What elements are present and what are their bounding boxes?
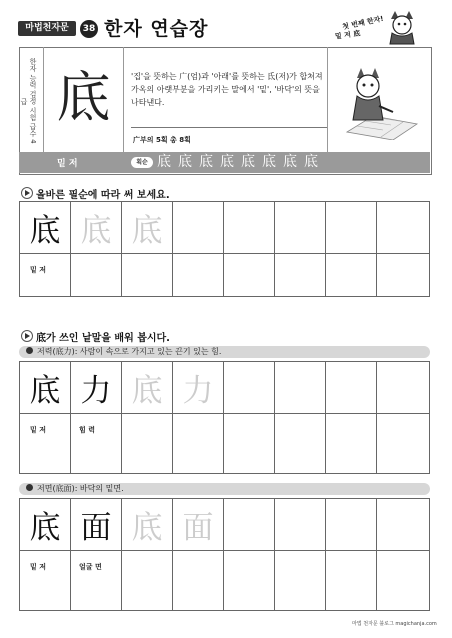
speech-bubble-bottom: 밑 저 底 <box>334 29 361 41</box>
word-cell[interactable] <box>275 362 326 414</box>
practice-meaning: 밑 저 <box>30 266 46 274</box>
word-cell[interactable] <box>377 551 430 611</box>
stroke-step: 底 <box>157 154 171 170</box>
illustration-divider <box>327 47 328 152</box>
word-grid-2 <box>19 498 430 611</box>
word-cell[interactable] <box>122 551 173 611</box>
word-cell[interactable] <box>71 551 122 611</box>
word-cell[interactable] <box>173 551 224 611</box>
section-words-title-text: 底가 쓰인 낱말을 배워 봅시다. <box>36 333 170 344</box>
word-meaning: 힘 력 <box>79 426 95 434</box>
practice-cell[interactable] <box>326 254 377 297</box>
practice-cell[interactable] <box>173 254 224 297</box>
word-cell[interactable]: 面 <box>71 499 122 551</box>
practice-cell[interactable] <box>275 202 326 254</box>
word-cell[interactable]: 底 <box>20 499 71 551</box>
word-cell[interactable] <box>275 414 326 474</box>
play-bullet-icon <box>21 187 33 199</box>
practice-cell[interactable] <box>20 254 71 297</box>
word-definition-bar: 저면(底面): 바닥의 밑면. <box>19 483 430 495</box>
page-title: 한자 연습장 <box>104 18 209 40</box>
word-cell[interactable] <box>275 499 326 551</box>
word-cell[interactable] <box>224 499 275 551</box>
word-cell[interactable] <box>20 414 71 474</box>
word-cell[interactable]: 面 <box>173 499 224 551</box>
play-bullet-icon <box>21 330 33 342</box>
section-practice-title <box>21 186 170 201</box>
practice-grid <box>19 201 430 297</box>
radical-info: 广부의 5획 총 8획 <box>133 136 191 144</box>
practice-cell[interactable] <box>173 202 224 254</box>
word-cell[interactable] <box>224 414 275 474</box>
word-definition-bar: 저력(底力): 사람이 속으로 가지고 있는 끈기 있는 힘. <box>19 346 430 358</box>
stroke-step: 底 <box>262 154 276 170</box>
word-cell[interactable] <box>224 362 275 414</box>
word-cell[interactable] <box>173 414 224 474</box>
word-cell[interactable] <box>20 551 71 611</box>
word-cell[interactable] <box>326 362 377 414</box>
word-cell[interactable] <box>71 414 122 474</box>
mascot-writing-illustration <box>343 66 419 140</box>
word-cell[interactable]: 底 <box>122 499 173 551</box>
word-cell[interactable] <box>377 362 430 414</box>
stroke-order-label: 획순 <box>131 157 153 168</box>
word-cell[interactable] <box>377 414 430 474</box>
word-cell[interactable] <box>377 499 430 551</box>
practice-cell[interactable] <box>275 254 326 297</box>
speech-bubble-top: 첫 번째 한자! <box>341 14 385 32</box>
book-tag: 마법천자문 <box>18 21 76 36</box>
bullet-icon <box>26 484 33 491</box>
stroke-step: 底 <box>241 154 255 170</box>
practice-cell[interactable] <box>224 202 275 254</box>
word-meaning: 밑 저 <box>30 426 46 434</box>
word-cell[interactable] <box>224 551 275 611</box>
word-cell[interactable]: 力 <box>173 362 224 414</box>
grade-label: 한자 능력 검정 시험 급수 4급 <box>20 58 37 144</box>
stroke-step: 底 <box>283 154 297 170</box>
bullet-icon <box>26 347 33 354</box>
word-cell[interactable] <box>326 414 377 474</box>
practice-cell[interactable]: 底 <box>71 202 122 254</box>
desc-divider <box>131 127 327 128</box>
practice-cell[interactable] <box>224 254 275 297</box>
practice-cell[interactable]: 底 <box>20 202 71 254</box>
stroke-step: 底 <box>178 154 192 170</box>
mascot-icon <box>383 9 421 45</box>
word-cell[interactable]: 力 <box>71 362 122 414</box>
word-cell[interactable]: 底 <box>20 362 71 414</box>
practice-cell[interactable]: 底 <box>122 202 173 254</box>
stroke-step: 底 <box>220 154 234 170</box>
word-meaning: 얼굴 면 <box>79 563 102 571</box>
practice-cell[interactable] <box>326 202 377 254</box>
footer-credit: 마법 천자문 블로그 magichanja.com <box>352 621 437 627</box>
main-hanja: 底 <box>56 66 111 129</box>
hanja-description: '집'을 뜻하는 广(엄)과 '아래'를 뜻하는 氐(저)가 합쳐져 가옥의 아랫부분을 가리키는 말에서 '밑', '바닥'의 뜻을 나타낸다. <box>131 72 323 107</box>
section-words-title <box>21 329 170 344</box>
word-cell[interactable] <box>326 499 377 551</box>
practice-cell[interactable] <box>122 254 173 297</box>
lesson-number: 38 <box>80 20 98 38</box>
word-grid-1 <box>19 361 430 474</box>
word-cell[interactable]: 底 <box>122 362 173 414</box>
stroke-step: 底 <box>304 154 318 170</box>
practice-cell[interactable] <box>377 254 430 297</box>
word-cell[interactable] <box>275 551 326 611</box>
stroke-step: 底 <box>199 154 213 170</box>
practice-cell[interactable] <box>71 254 122 297</box>
word-cell[interactable] <box>326 551 377 611</box>
hanja-meaning: 밑 저 <box>57 159 78 169</box>
section-practice-title-text: 올바른 필순에 따라 써 보세요. <box>36 190 170 201</box>
practice-cell[interactable] <box>377 202 430 254</box>
word-meaning: 밑 저 <box>30 563 46 571</box>
word-cell[interactable] <box>122 414 173 474</box>
